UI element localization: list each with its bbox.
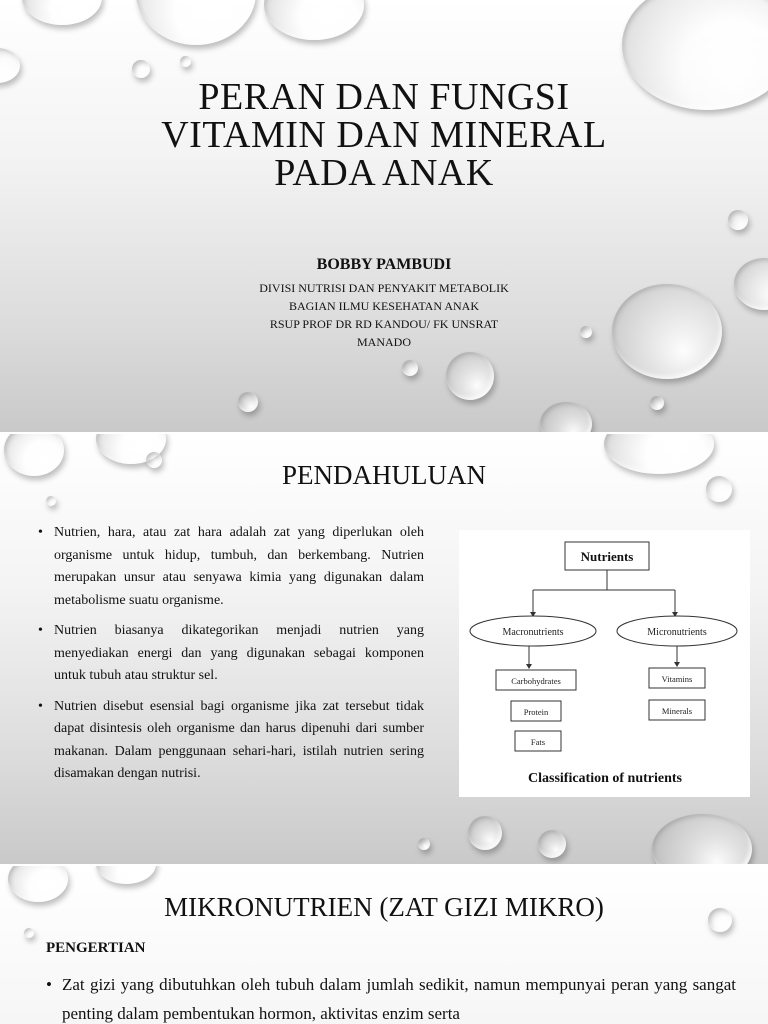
water-drop [612, 284, 722, 379]
bullet-item: • Nutrien biasanya dikategorikan menjadi nutrien yang menyediakan energi dan yang digunakan sebagai komponen untuk tubuh atau struktur sel. [38, 620, 424, 688]
diagram-caption: Classification of nutrients [528, 771, 682, 786]
water-drop [180, 56, 191, 67]
affiliation-line: BAGIAN ILMU KESEHATAN ANAK [288, 299, 480, 313]
water-drop [4, 434, 64, 476]
diagram-label-minerals: Minerals [661, 706, 693, 716]
nutrient-classification-diagram [459, 530, 750, 797]
author-name: BOBBY PAMBUDI [316, 256, 452, 273]
water-drop [264, 0, 364, 40]
slide-heading: PENDAHULUAN [282, 460, 486, 490]
bullet-item: • Zat gizi yang dibutuhkan oleh tubuh dalam jumlah sedikit, namun mempunyai peran yang sangat penting dalam pembentukan hormon, aktivitas enzim serta [46, 970, 736, 1024]
bullet-item: • Nutrien disebut esensial bagi organisme jika zat tersebut tidak dapat disintesis oleh organisme dan harus dipenuhi dari sumber makanan. Dalam penggunaan sehari-hari, istilah nutrien sering disamakan dengan nutrisi. [38, 696, 424, 786]
water-drop [652, 814, 752, 864]
affiliation-line: MANADO [357, 335, 411, 349]
section-subheading: PENGERTIAN [46, 940, 146, 956]
water-drop [446, 352, 494, 400]
diagram-label-vitamins: Vitamins [661, 674, 693, 684]
slide-title-heading [84, 78, 684, 192]
water-drop [132, 60, 150, 78]
diagram-label-carbohydrates: Carbohydrates [511, 676, 561, 686]
title-line: PADA ANAK [274, 152, 494, 194]
diagram-label-root: Nutrients [580, 549, 634, 564]
water-drop [540, 402, 592, 432]
slide-pendahuluan [0, 434, 768, 864]
diagram-label-fats: Fats [530, 737, 546, 747]
affiliation-line: RSUP PROF DR RD KANDOU/ FK UNSRAT [269, 317, 499, 331]
water-drop [728, 210, 748, 230]
slide-title [0, 0, 768, 432]
bullet-item: • Nutrien, hara, atau zat hara adalah zat yang diperlukan oleh organisme untuk hidup, tumbuh, dan berkembang. Nutrien merupakan unsur atau senyawa kimia yang digunakan dalam metabolisme suatu organisme. [38, 522, 424, 612]
water-drop [468, 816, 502, 850]
affiliation-line: DIVISI NUTRISI DAN PENYAKIT METABOLIK [259, 281, 509, 295]
bullet-list [46, 970, 736, 1024]
bullet-list [38, 522, 424, 794]
water-drop [22, 0, 102, 25]
water-drop [0, 48, 20, 83]
water-drop [96, 866, 156, 884]
diagram-label-macro: Macronutrients [502, 627, 564, 638]
title-line: VITAMIN DAN MINERAL [161, 114, 607, 156]
water-drop [604, 434, 714, 474]
water-drop [8, 866, 68, 902]
water-drop [238, 392, 258, 412]
water-drop [538, 830, 566, 858]
diagram-label-protein: Protein [523, 707, 549, 717]
water-drop [418, 838, 430, 850]
water-drop [46, 496, 56, 506]
water-drop [706, 476, 732, 502]
water-drop [146, 452, 162, 468]
slide-heading: MIKRONUTRIEN (ZAT GIZI MIKRO) [164, 892, 604, 922]
title-line: PERAN DAN FUNGSI [198, 76, 570, 118]
water-drop [734, 258, 768, 310]
water-drop [708, 908, 732, 932]
slide-mikronutrien [0, 866, 768, 1024]
water-drop [402, 360, 418, 376]
water-drop [650, 396, 664, 410]
water-drop [24, 928, 34, 938]
diagram-label-micro: Micronutrients [647, 627, 707, 638]
affiliation [184, 279, 584, 351]
water-drop [136, 0, 256, 45]
